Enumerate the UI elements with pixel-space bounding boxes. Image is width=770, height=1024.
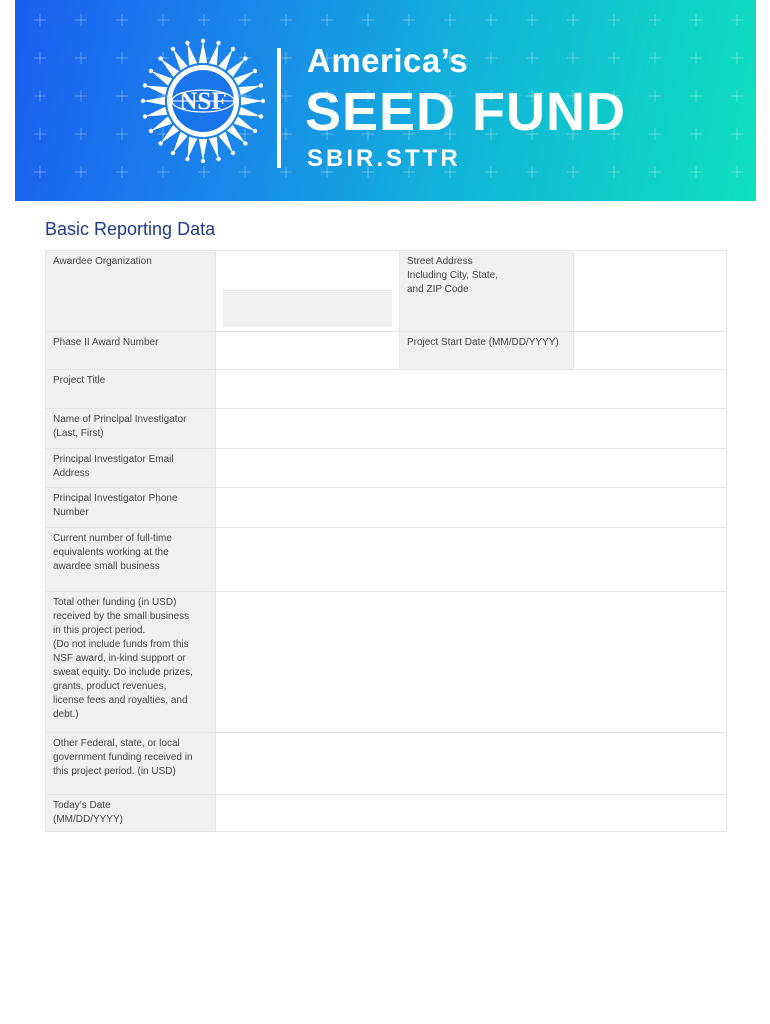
- field-fte[interactable]: [216, 528, 727, 592]
- field-pi-phone[interactable]: [216, 488, 727, 528]
- brand-line-americas: America’s: [307, 42, 469, 79]
- row-fte: [46, 528, 727, 592]
- row-other-funding: [46, 592, 727, 733]
- label-street-address: Street Address Including City, State, and ZIP Code: [400, 251, 574, 332]
- label-gov-funding: Other Federal, state, or local government funding received in this project period. (in USD): [46, 733, 216, 795]
- label-project-title: Project Title: [46, 370, 216, 409]
- label-pi-email: Principal Investigator Email Address: [46, 449, 216, 488]
- field-pi-name[interactable]: [216, 409, 727, 449]
- row-todays-date: [46, 795, 727, 832]
- field-awardee-organization-line1[interactable]: [223, 255, 392, 291]
- row-project-title: [46, 370, 727, 409]
- label-pi-name: Name of Principal Investigator (Last, First): [46, 409, 216, 449]
- row-pi-name: [46, 409, 727, 449]
- label-project-start-date: Project Start Date (MM/DD/YYYY): [400, 332, 574, 370]
- row-gov-funding: [46, 733, 727, 795]
- label-other-funding: Total other funding (in USD) received by the small business in this project period. (Do not include funds from this NSF award, in-kind support or sweat equity. Do include prizes, grants, product revenues, license fees and royalties, and debt.): [46, 592, 216, 733]
- field-gov-funding[interactable]: [216, 733, 727, 795]
- label-todays-date: Today’s Date (MM/DD/YYYY): [46, 795, 216, 832]
- field-other-funding[interactable]: [216, 592, 727, 733]
- field-project-title[interactable]: [216, 370, 727, 409]
- reporting-form: [45, 250, 727, 832]
- row-pi-email: [46, 449, 727, 488]
- label-awardee-organization: Awardee Organization: [46, 251, 216, 332]
- label-fte: Current number of full-time equivalents working at the awardee small business: [46, 528, 216, 592]
- field-awardee-organization-line2[interactable]: [223, 291, 392, 327]
- field-awardee-organization[interactable]: [216, 251, 400, 332]
- field-todays-date[interactable]: [216, 795, 727, 832]
- field-project-start-date[interactable]: [574, 332, 727, 370]
- seal-logo-text: NSF: [179, 88, 227, 115]
- header-banner: [15, 0, 756, 201]
- label-phase2-award-number: Phase II Award Number: [46, 332, 216, 370]
- banner-divider: [277, 48, 281, 168]
- row-awardee: [46, 251, 727, 332]
- field-street-address[interactable]: [574, 251, 727, 332]
- brand-line-seed-fund: SEED FUND: [305, 82, 627, 142]
- brand-line-sbir-sttr: SBIR.STTR: [307, 145, 461, 172]
- field-phase2-award-number[interactable]: [216, 332, 400, 370]
- label-pi-phone: Principal Investigator Phone Number: [46, 488, 216, 528]
- field-pi-email[interactable]: [216, 449, 727, 488]
- section-title: Basic Reporting Data: [45, 219, 216, 239]
- nsf-seal-logo: [140, 38, 266, 164]
- row-pi-phone: [46, 488, 727, 528]
- row-phase2: [46, 332, 727, 370]
